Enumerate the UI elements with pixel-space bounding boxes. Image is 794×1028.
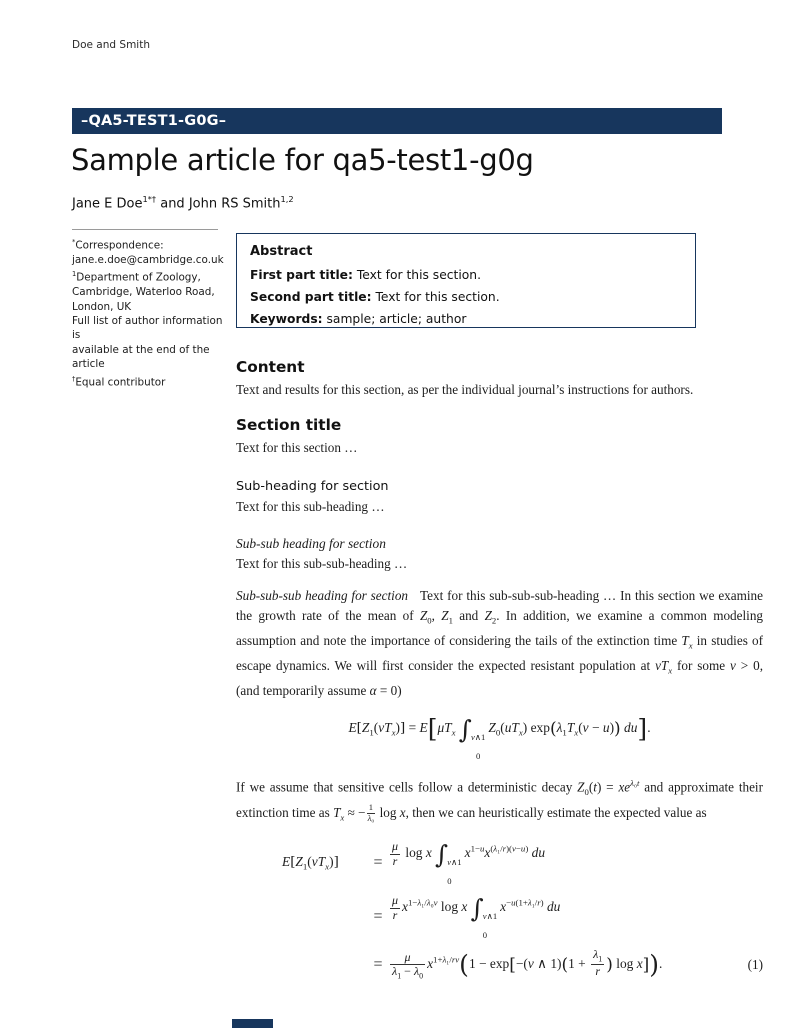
correspondence-block [72, 235, 230, 389]
equation-row [282, 894, 763, 939]
next-page-banner-sliver [232, 1019, 273, 1028]
subsubsub-heading: Sub-sub-sub heading for section [236, 588, 409, 603]
running-head: Doe and Smith [72, 39, 150, 51]
sub-heading: Sub-heading for section [236, 479, 389, 494]
equation-relation: = [373, 853, 383, 871]
equation-rhs: $\frac{\mu}{\lambda_1 - \lambda_0}$ $x^{1+\lambda_1/rv}(1 - \exp[-(v$ ∧ 1)(1 + $\frac{\lambda_1}{r}$ ) log x]). [392, 947, 663, 981]
correspondence-line: available at the end of the article [72, 343, 210, 371]
correspondence-line: Full list of author information is [72, 314, 223, 342]
abstract-item-text: Text for this section. [356, 268, 481, 282]
correspondence-line: Cambridge, Waterloo Road, [72, 286, 215, 299]
abstract-item-label: Keywords: [250, 312, 323, 326]
abstract-keywords [250, 312, 682, 326]
author-line: Jane E Doe$^{1*\dagger}$ and John RS Smith$^{1,2}$ [72, 194, 294, 212]
subsub-heading: Sub-sub heading for section [236, 535, 386, 551]
equation-relation: = [373, 907, 383, 925]
estimate-paragraph: If we assume that sensitive cells follow a deterministic decay $Z_0(t) = xe^{\lambda_0t}$ and approximate their extinction time as $T_x$ ≈ − $\frac{1}{\text{λ₀}}$ log x, then we can heuristically estimate the expected value as [236, 778, 763, 824]
equation-number: (1) [747, 956, 763, 972]
abstract-box [236, 233, 696, 328]
abstract-item-text: sample; article; author [326, 312, 467, 326]
equation-relation: = [373, 955, 383, 973]
article-type-banner [72, 108, 722, 134]
equation-lhs: $E[Z_1(vT_x)]$ [282, 853, 339, 872]
abstract-item [250, 268, 682, 282]
subsub-paragraph: Text for this sub-sub-heading … [236, 555, 408, 571]
display-equation: $E[Z_1(vT_x)] = E[\mu T_x$ ∫ v∧1 0 $Z_0(uT_x) \exp(\lambda_1T_x(v - u))$ du]. [348, 714, 651, 761]
equation-rhs: $\frac{\mu}{r}$ $x^{1-\lambda_1/\lambda_0v}$ log x ∫ v∧1 0 $x^{-u(1+\lambda_1/r)}$ du [392, 893, 561, 940]
subsubsub-text: Text for this sub-sub-sub-heading … In this section we examine the growth rate of the mean of $Z_0$, $Z_1$ and $Z_2$. In addition, we examine a common modeling assumption and note the importance of considering the tails of the extinction time $T_x$ in studies of escape dynamics. We will first consider the expected resistant population at $vT_x$ for some v > 0, (and temporarily assume α = 0) [236, 588, 764, 698]
abstract-heading: Abstract [250, 244, 313, 259]
content-paragraph: Text and results for this section, as per the individual journal’s instructions for authors. [236, 382, 694, 397]
abstract-item-label: First part title: [250, 268, 353, 282]
aligned-equations [236, 840, 763, 982]
correspondence-line: *Correspondence: [72, 238, 164, 252]
abstract-item-text: Text for this section. [375, 290, 500, 304]
article-title: Sample article for qa5-test1-g0g [71, 143, 534, 177]
subsubsub-paragraph [236, 586, 763, 700]
equation-row [282, 948, 763, 982]
correspondence-line: $^1$Department of Zoology, [72, 270, 201, 284]
correspondence-email: jane.e.doe@cambridge.co.uk [72, 253, 224, 266]
section-heading: Section title [236, 415, 342, 434]
correspondence-line: †Equal contributor [72, 374, 166, 389]
banner-label: –QA5-TEST1-G0G– [81, 113, 227, 129]
content-heading: Content [236, 358, 305, 376]
abstract-item [250, 290, 682, 304]
sidebar-rule [72, 229, 218, 230]
equation-row [282, 840, 763, 885]
equation-rhs: $\frac{\mu}{r}$ log x ∫ v∧1 0 $x^{1-u}x^{(\lambda_1/r)(v-u)}$ du [392, 839, 546, 886]
abstract-item-label: Second part title: [250, 290, 372, 304]
sub-paragraph: Text for this sub-heading … [236, 499, 385, 514]
correspondence-line: London, UK [72, 300, 132, 313]
article-body [236, 358, 763, 991]
section-paragraph: Text for this section … [236, 439, 358, 455]
